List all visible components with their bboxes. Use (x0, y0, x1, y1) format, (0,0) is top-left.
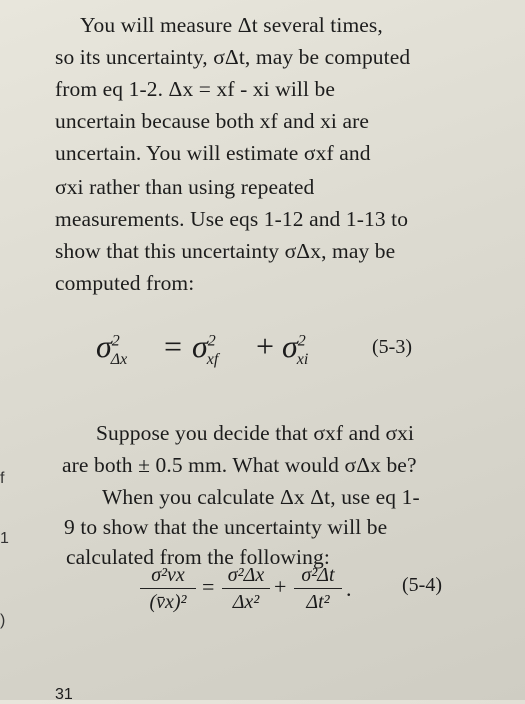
margin-mark: f (0, 470, 5, 487)
equation-5-4 (140, 560, 480, 630)
text-line: are both ± 0.5 mm. What would σΔx be? (62, 453, 417, 477)
text-line: uncertain because both xf and xi are (55, 109, 370, 133)
text-line: show that this uncertainty σΔx, may be (55, 239, 396, 263)
eq-period: . (346, 576, 352, 601)
eq-plus: + (274, 574, 287, 599)
text-line: from eq 1-2. Δx = xf - xi will be (55, 77, 336, 101)
eq-plus: + (256, 328, 275, 364)
eq-fraction: σ²Δt Δt² (294, 564, 342, 613)
eq-term: $\sigma^2_{xi}$ (282, 328, 309, 369)
text-line: You will measure Δt several times, (80, 13, 383, 37)
text-line: calculated from the following: (66, 545, 330, 569)
equation-5-3 (96, 328, 466, 374)
margin-mark: 1 (0, 530, 9, 547)
eq-term: $\sigma^2_{xf}$ (192, 328, 219, 369)
eq-term: $\sigma^2_{\Delta x}$ (96, 328, 128, 369)
eq-fraction: σ²Δx Δx² (222, 564, 270, 613)
eq-fraction: σ²vx (v̄x)² (140, 564, 196, 613)
margin-mark: ) (0, 612, 6, 629)
page-number: 31 (55, 686, 73, 703)
text-line: σxi rather than using repeated (55, 175, 315, 199)
equation-number: (5-4) (402, 574, 442, 596)
text-line: Suppose you decide that σxf and σxi (96, 421, 415, 445)
text-line: When you calculate Δx Δt, use eq 1- (102, 485, 420, 509)
eq-equals: = (164, 328, 183, 364)
text-line: measurements. Use eqs 1-12 and 1-13 to (55, 207, 409, 231)
text-line: 9 to show that the uncertainty will be (64, 515, 388, 539)
equation-number: (5-3) (372, 336, 412, 358)
text-line: computed from: (55, 271, 195, 295)
eq-equals: = (202, 574, 215, 599)
text-line: uncertain. You will estimate σxf and (55, 141, 371, 165)
text-line: so its uncertainty, σΔt, may be computed (55, 45, 411, 69)
